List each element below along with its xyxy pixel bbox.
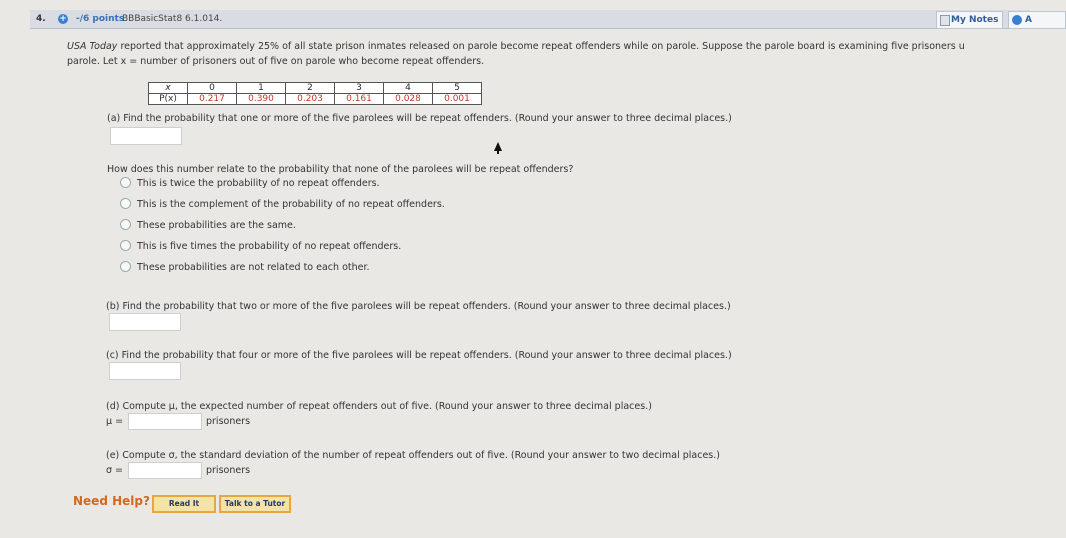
part-c-prompt: (c) Find the probability that four or more of the five parolees will be repeat offenders. (Round your answer to three decimal places.) (106, 350, 732, 361)
option-complement[interactable]: This is the complement of the probability of no repeat offenders. (120, 199, 445, 210)
part-a-followup: How does this number relate to the probability that none of the parolees will be repeat offenders? (107, 164, 574, 175)
talk-to-tutor-button[interactable]: Talk to a Tutor (219, 495, 291, 513)
plus-circle-icon (1012, 15, 1022, 25)
part-b-prompt: (b) Find the probability that two or more of the five parolees will be repeat offenders. (Round your answer to three decimal places.) (106, 301, 731, 312)
expand-plus-icon[interactable]: + (59, 14, 67, 24)
intro-line-1: reported that approximately 25% of all state prison inmates released on parole become repeat offenders while on parole. Suppose the parole board is examining five prisoners u (117, 41, 965, 52)
sigma-symbol: σ = (106, 465, 124, 476)
p-row (149, 94, 482, 105)
p-header: P(x) (149, 94, 188, 105)
part-a-answer-input[interactable] (110, 127, 182, 145)
option-five-times[interactable]: This is five times the probability of no repeat offenders. (120, 241, 401, 252)
intro-line-2: parole. Let x = number of prisoners out of five on parole who become repeat offenders. (67, 56, 485, 67)
question-number: 4. (36, 14, 46, 24)
x-cell: 3 (335, 83, 384, 94)
mu-symbol: μ = (106, 416, 124, 427)
part-e-answer-input[interactable] (128, 462, 202, 479)
p-cell: 0.001 (433, 94, 482, 105)
part-a-prompt: (a) Find the probability that one or more of the five parolees will be repeat offenders. (Round your answer to three decimal places.) (107, 113, 732, 124)
source-title: USA Today (67, 41, 118, 52)
p-cell: 0.390 (237, 94, 286, 105)
x-cell: 1 (237, 83, 286, 94)
x-cell: 5 (433, 83, 482, 94)
p-cell: 0.203 (286, 94, 335, 105)
my-notes-label: My Notes (951, 15, 999, 25)
part-d-prompt: (d) Compute μ, the expected number of repeat offenders out of five. (Round your answer to three decimal places.) (106, 401, 652, 412)
option-not-related[interactable]: These probabilities are not related to each other. (120, 262, 370, 273)
note-icon (940, 15, 950, 26)
read-it-button[interactable]: Read It (152, 495, 216, 513)
radio-button[interactable] (120, 177, 131, 188)
radio-button[interactable] (120, 219, 131, 230)
p-cell: 0.161 (335, 94, 384, 105)
part-e-unit: prisoners (206, 465, 251, 476)
x-cell: 2 (286, 83, 335, 94)
radio-button[interactable] (120, 198, 131, 209)
question-intro (67, 39, 1022, 69)
x-header: x (149, 83, 188, 94)
question-header (30, 10, 1030, 29)
ask-label: A (1025, 15, 1032, 25)
part-d-unit: prisoners (206, 416, 251, 427)
question-code: BBBasicStat8 6.1.014. (122, 14, 223, 24)
p-cell: 0.217 (188, 94, 237, 105)
part-d-answer-input[interactable] (128, 413, 202, 430)
radio-button[interactable] (120, 240, 131, 251)
my-notes-button[interactable] (936, 11, 1003, 29)
need-help-label: Need Help? (73, 494, 150, 508)
part-e-prompt: (e) Compute σ, the standard deviation of the number of repeat offenders out of five. (Round your answer to two decimal places.) (106, 450, 720, 461)
probability-table (148, 82, 482, 105)
option-same[interactable]: These probabilities are the same. (120, 220, 296, 231)
points-label[interactable]: -/6 points (76, 14, 125, 24)
p-cell: 0.028 (384, 94, 433, 105)
part-b-answer-input[interactable] (109, 313, 181, 331)
x-cell: 4 (384, 83, 433, 94)
option-twice[interactable]: This is twice the probability of no repeat offenders. (120, 178, 380, 189)
x-cell: 0 (188, 83, 237, 94)
ask-button[interactable] (1008, 11, 1066, 29)
x-row (149, 83, 482, 94)
radio-button[interactable] (120, 261, 131, 272)
part-c-answer-input[interactable] (109, 362, 181, 380)
